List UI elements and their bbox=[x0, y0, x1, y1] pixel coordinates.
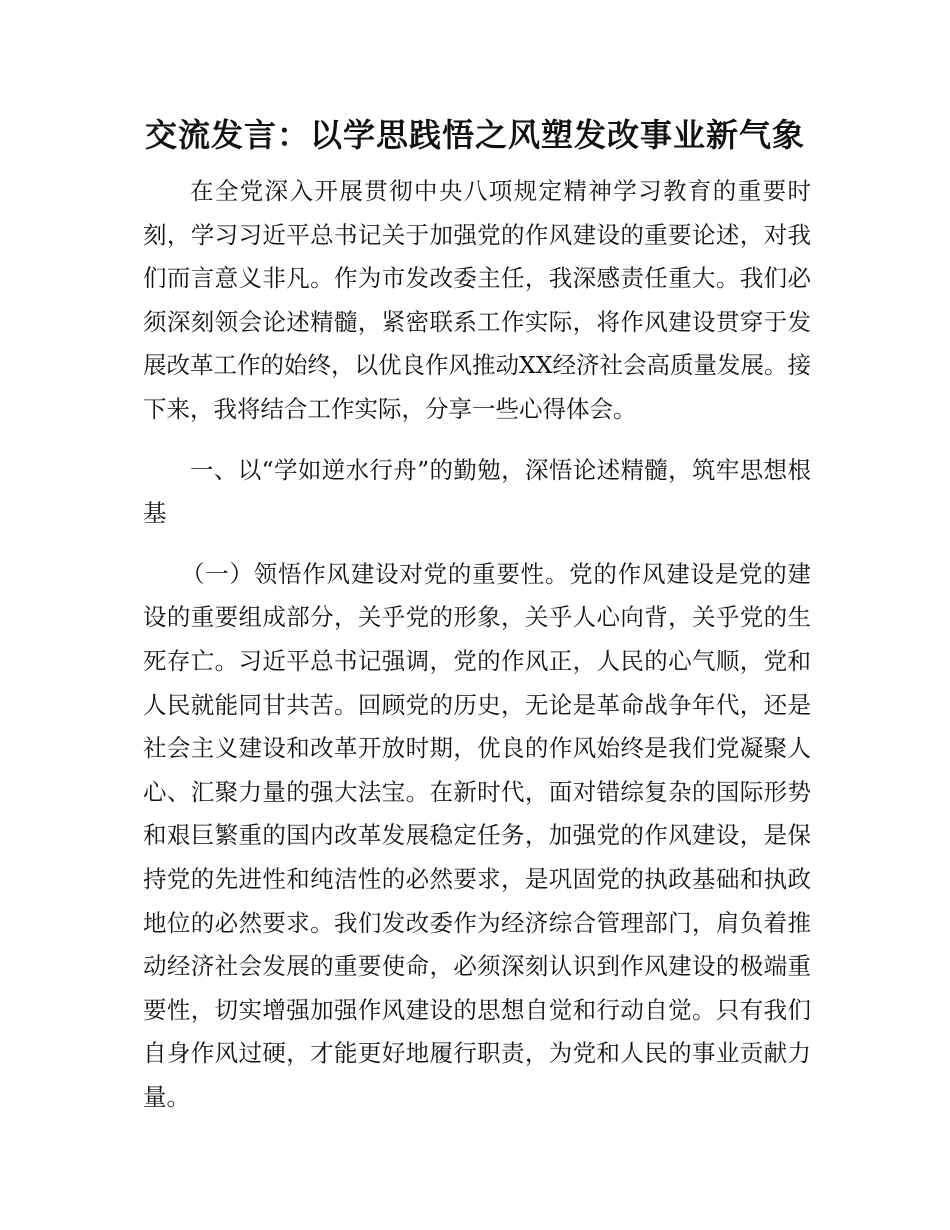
document-body bbox=[143, 170, 811, 1119]
document-title: 交流发言：以学思践悟之风塑发改事业新气象 bbox=[144, 116, 805, 154]
intro-paragraph: 在全党深入开展贯彻中央八项规定精神学习教育的重要时刻，学习习近平总书记关于加强党的作风建设的重要论述，对我们而言意义非凡。作为市发改委主任，我深感责任重大。我们必须深刻领会论述精髓，紧密联系工作实际，将作风建设贯穿于发展改革工作的始终，以优良作风推动XX经济社会高质量发展。接下来，我将结合工作实际，分享一些心得体会。 bbox=[143, 177, 811, 423]
section-heading: 一、以“学如逆水行舟”的勤勉，深悟论述精髓，筑牢思想根基 bbox=[143, 455, 811, 528]
subsection-paragraph: （一）领悟作风建设对党的重要性。党的作风建设是党的建设的重要组成部分，关乎党的形象，关乎人心向背，关乎党的生死存亡。习近平总书记强调，党的作风正，人民的心气顺，党和人民就能同甘共苦。回顾党的历史，无论是革命战争年代，还是社会主义建设和改革开放时期，优良的作风始终是我们党凝聚人心、汇聚力量的强大法宝。在新时代，面对错综复杂的国际形势和艰巨繁重的国内改革发展稳定任务，加强党的作风建设，是保持党的先进性和纯洁性的必然要求，是巩固党的执政基础和执政地位的必然要求。我们发改委作为经济综合管理部门，肩负着推动经济社会发展的重要使命，必须深刻认识到作风建设的极端重要性，切实增强加强作风建设的思想自觉和行动自觉。只有我们自身作风过硬，才能更好地履行职责，为党和人民的事业贡献力量。 bbox=[143, 559, 811, 1111]
